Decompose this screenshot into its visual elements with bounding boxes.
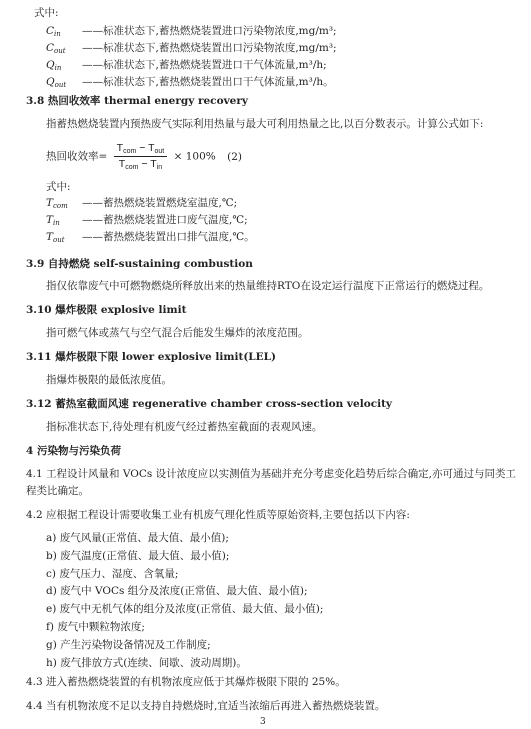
section-3-11-desc: 指爆炸极限的最低浓度值。 bbox=[46, 374, 172, 386]
definition-text: ——标准状态下,蓄热燃烧装置进口干气体流量,m³/h; bbox=[82, 59, 327, 71]
definition-text: ——蓄热燃烧装置进口废气温度,℃; bbox=[82, 214, 248, 226]
symbol: $Q_{out}$ bbox=[46, 76, 67, 89]
definition-text: ——标准状态下,蓄热燃烧装置出口干气体流量,m³/h。 bbox=[82, 76, 334, 88]
symbol: $C_{out}$ bbox=[46, 42, 66, 55]
definition-row bbox=[46, 196, 237, 213]
para-4-1-line-2: 程类比确定。 bbox=[26, 485, 89, 497]
section-3-10-heading: 3.10 爆炸极限 explosive limit bbox=[26, 304, 187, 316]
list-item: b) 废气温度(正常值、最大值、最小值); bbox=[46, 549, 230, 562]
section-3-8-desc: 指蓄热燃烧装置内预热废气实际利用热量与最大可利用热量之比,以百分数表示。计算公式如下: bbox=[46, 118, 484, 130]
formula-eq-number: (2) bbox=[227, 150, 242, 163]
symbol: $T_{out}$ bbox=[46, 231, 65, 244]
definition-row bbox=[46, 75, 334, 92]
list-item: f) 废气中颗粒物浓度; bbox=[46, 621, 145, 633]
formula-numerator: $T_{com} - T_{out}$ bbox=[114, 142, 168, 157]
definition-text: ——标准状态下,蓄热燃烧装置进口污染物浓度,mg/m³; bbox=[82, 25, 337, 37]
section-3-12-heading: 3.12 蓄热室截面风速 regenerative chamber cross-section velocity bbox=[26, 398, 393, 410]
section-3-12-desc: 指标准状态下,待处理有机废气经过蓄热室截面的表观风速。 bbox=[46, 421, 323, 433]
definition-row bbox=[46, 230, 255, 247]
section-3-10-desc: 指可燃气体或蒸气与空气混合后能发生爆炸的浓度范围。 bbox=[46, 327, 309, 339]
list-item: a) 废气风量(正常值、最大值、最小值); bbox=[46, 532, 229, 544]
definition-row bbox=[46, 41, 337, 58]
section-3-8-heading: 3.8 热回收效率 thermal energy recovery bbox=[26, 95, 248, 107]
definition-text: ——标准状态下,蓄热燃烧装置出口污染物浓度,mg/m³; bbox=[82, 42, 337, 54]
section-3-9-desc: 指仅依靠废气中可燃物燃烧所释放出来的热量维持RTO在设定运行温度下正常运行的燃烧过程。 bbox=[46, 280, 490, 292]
list-item: c) 废气压力、湿度、含氧量; bbox=[46, 567, 179, 580]
formula-2 bbox=[46, 142, 242, 171]
para-4-2: 4.2 应根据工程设计需要收集工业有机废气理化性质等原始资料,主要包括以下内容: bbox=[26, 509, 410, 521]
list-item: d) 废气中 VOCs 组分及浓度(正常值、最大值、最小值); bbox=[46, 585, 308, 598]
para-4-3: 4.3 进入蓄热燃烧装置的有机物浓度应低于其爆炸极限下限的 25%。 bbox=[26, 676, 346, 688]
section-3-11-heading: 3.11 爆炸极限下限 lower explosive limit(LEL) bbox=[26, 351, 277, 363]
definition-row bbox=[46, 24, 337, 41]
section-3-9-heading: 3.9 自持燃烧 self-sustaining combustion bbox=[26, 258, 253, 270]
symbol: $C_{in}$ bbox=[46, 25, 61, 38]
definition-text: ——蓄热燃烧装置燃烧室温度,℃; bbox=[82, 197, 238, 209]
where-label-2: 式中: bbox=[46, 181, 71, 193]
symbol: $Q_{in}$ bbox=[46, 59, 62, 72]
para-4-4: 4.4 当有机物浓度不足以支持自持燃烧时,宜适当浓缩后再进入蓄热燃烧装置。 bbox=[26, 700, 386, 712]
formula-fraction bbox=[114, 142, 168, 171]
definition-row bbox=[46, 213, 248, 230]
formula-tail: × 100% bbox=[173, 150, 216, 163]
list-item: g) 产生污染物设备情况及工作制度; bbox=[46, 638, 211, 651]
formula-denominator: $T_{com} - T_{in}$ bbox=[118, 158, 163, 171]
definition-text: ——蓄热燃烧装置出口排气温度,℃。 bbox=[82, 231, 255, 243]
para-4-1-line-1: 4.1 工程设计风量和 VOCs 设计浓度应以实测值为基础并充分考虑变化趋势后综合确定,亦可通过与同类工 bbox=[26, 468, 516, 480]
list-item: h) 废气排放方式(连续、间歇、波动周期)。 bbox=[46, 656, 247, 669]
symbol: $T_{com}$ bbox=[46, 197, 68, 210]
definition-row bbox=[46, 58, 327, 75]
where-label: 式中: bbox=[34, 7, 59, 19]
page-number: 3 bbox=[260, 717, 266, 727]
symbol: $T_{in}$ bbox=[46, 214, 60, 227]
section-4-heading: 4 污染物与污染负荷 bbox=[26, 445, 121, 457]
list-item: e) 废气中无机气体的组分及浓度(正常值、最大值、最小值); bbox=[46, 603, 324, 616]
formula-lhs: 热回收效率= bbox=[46, 150, 108, 163]
